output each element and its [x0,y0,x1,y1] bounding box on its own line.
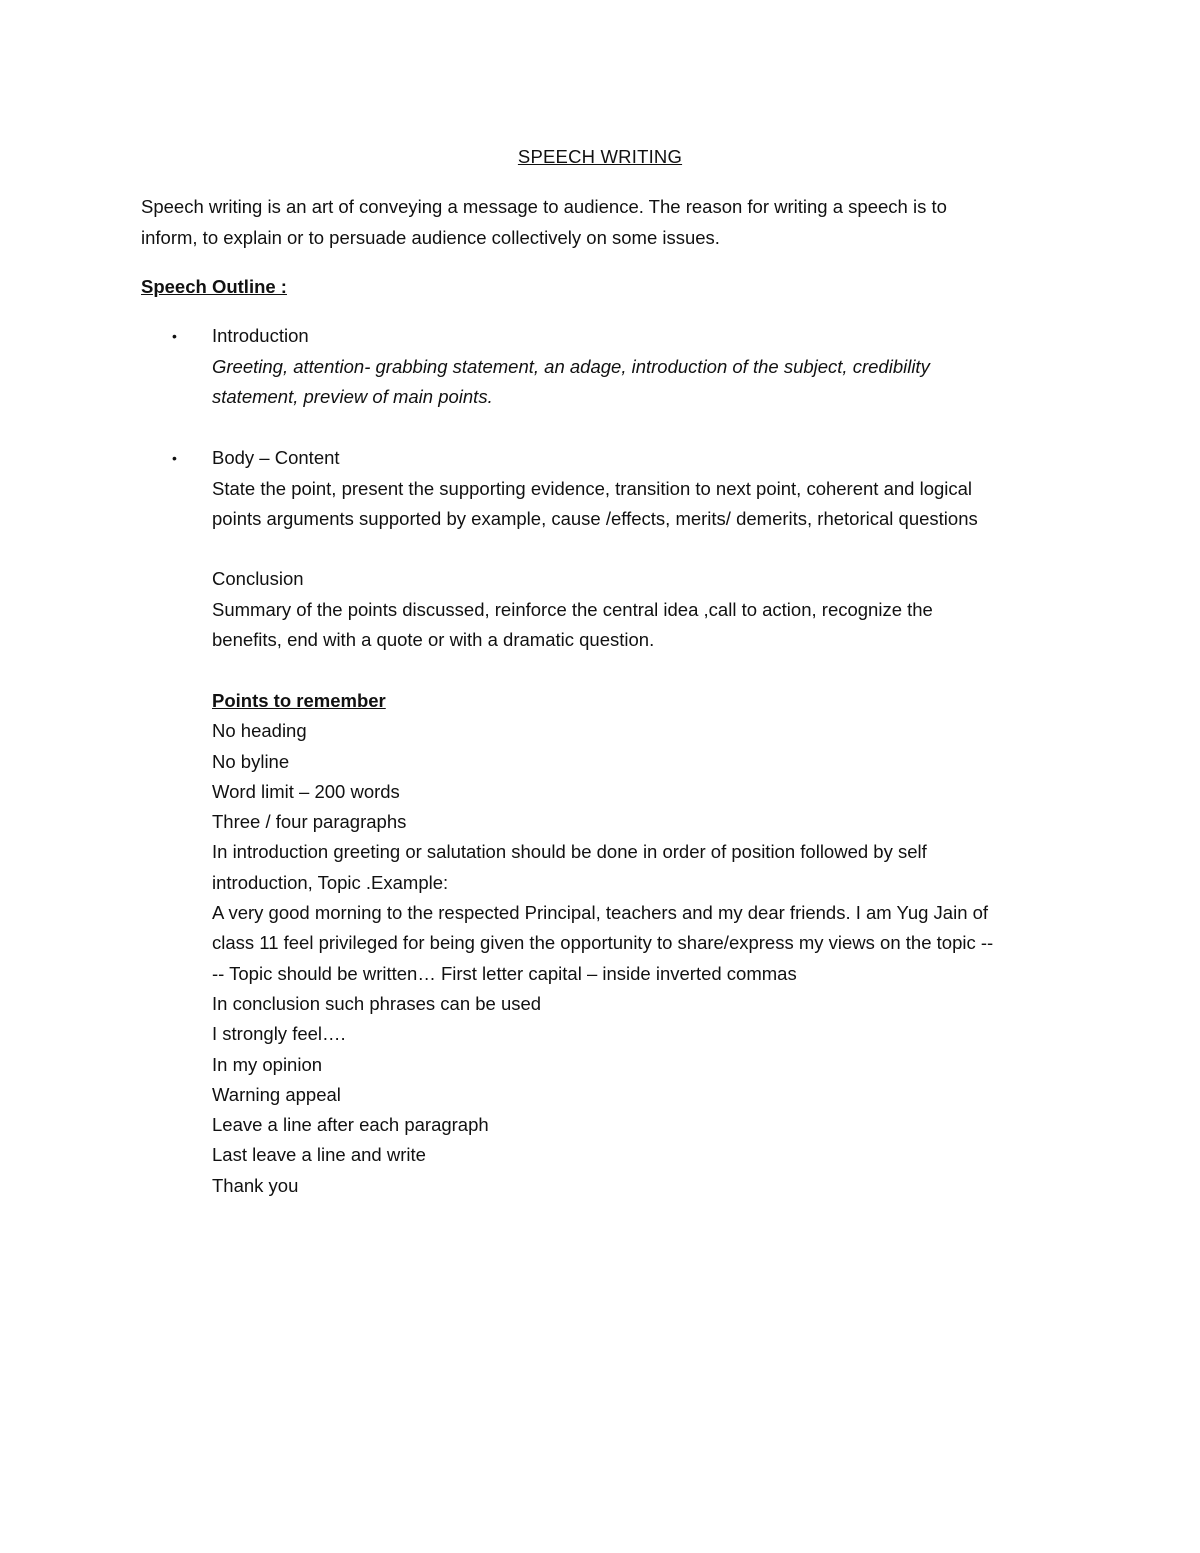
point-item: In my opinion [212,1053,323,1075]
bullet-icon: • [172,450,177,466]
intro-paragraph [141,191,1041,253]
point-item: I strongly feel…. [212,1023,346,1045]
point-item: Word limit – 200 words [212,780,400,802]
point-item: class 11 feel privileged for being given the opportunity to share/express my views on the topic -- [212,932,994,954]
point-item: Three / four paragraphs [212,811,407,833]
introduction-label: Introduction [212,325,309,346]
body-section [212,443,1082,535]
outline-heading: Speech Outline : [141,276,287,297]
document-title: SPEECH WRITING [517,146,683,167]
point-item: No heading [212,720,307,742]
point-item: In conclusion such phrases can be used [212,992,542,1014]
intro-line: Speech writing is an art of conveying a message to audience. The reason for writing a speech is to [141,196,947,217]
point-item: No byline [212,750,290,772]
conclusion-label: Conclusion [212,568,304,589]
body-label: Body – Content [212,447,340,468]
points-heading: Points to remember [212,690,386,711]
introduction-line: statement, preview of main points. [212,386,493,407]
bullet-icon: • [172,328,177,344]
introduction-section [212,321,1082,413]
body-line: points arguments supported by example, cause /effects, merits/ demerits, rhetorical questions [212,508,978,529]
conclusion-line: benefits, end with a quote or with a dramatic question. [212,629,655,650]
body-line: State the point, present the supporting evidence, transition to next point, coherent and logical [212,477,973,499]
point-item: Thank you [212,1174,299,1196]
points-section [212,686,1082,1201]
point-item: In introduction greeting or salutation should be done in order of position followed by self [212,841,927,863]
point-item: Warning appeal [212,1083,341,1105]
conclusion-section [212,564,1082,656]
point-item: Last leave a line and write [212,1144,426,1166]
intro-line: inform, to explain or to persuade audience collectively on some issues. [141,227,720,248]
introduction-line: Greeting, attention- grabbing statement, an adage, introduction of the subject, credibility [212,355,930,377]
point-item: -- Topic should be written… First letter capital – inside inverted commas [212,962,797,984]
point-item: A very good morning to the respected Principal, teachers and my dear friends. I am Yug Jain of [212,902,989,924]
point-item: Leave a line after each paragraph [212,1114,489,1136]
point-item: introduction, Topic .Example: [212,871,449,893]
conclusion-line: Summary of the points discussed, reinforce the central idea ,call to action, recognize the [212,598,933,620]
